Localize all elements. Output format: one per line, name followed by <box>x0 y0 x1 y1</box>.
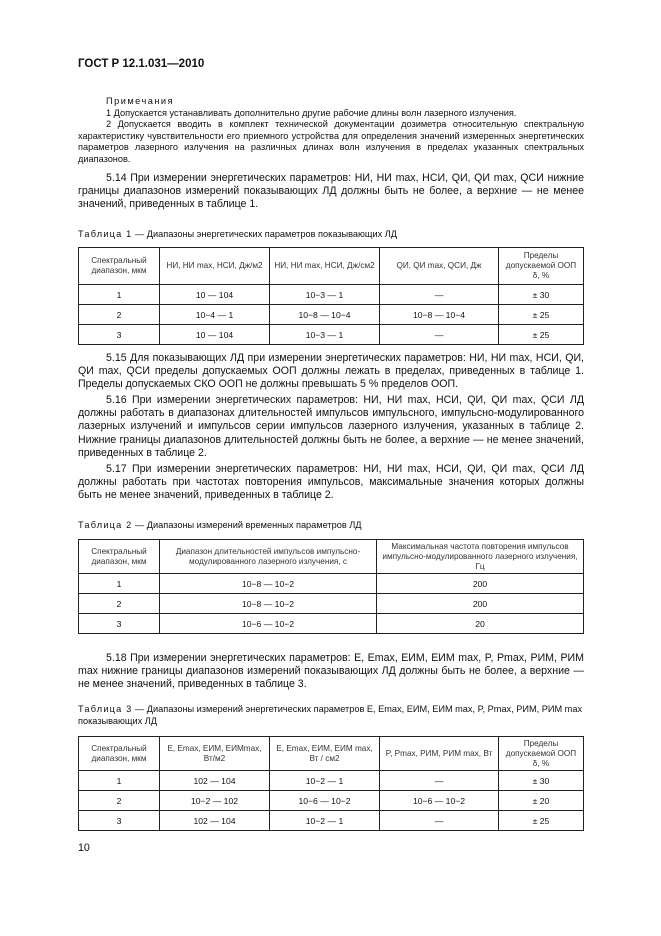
table-cell: ± 25 <box>499 325 584 345</box>
table1-header-cell: Спектральный диапазон, мкм <box>79 248 160 285</box>
table-cell: 3 <box>79 811 160 831</box>
table-cell: — <box>380 771 499 791</box>
table-cell: ± 25 <box>499 811 584 831</box>
table-cell: 10−3 — 1 <box>270 285 380 305</box>
table2-header-cell: Диапазон длительностей импульсов импульсно-модулированного лазерного излучения, с <box>160 540 377 574</box>
table-cell: 2 <box>79 791 160 811</box>
table-cell: 10−4 — 1 <box>160 305 270 325</box>
table-cell: 10−6 — 10−2 <box>380 791 499 811</box>
paragraph-5-17: 5.17 При измерении энергетических параметров: HИ, HИ max, HСИ, QИ, QИ max, QСИ ЛД должны работать при частотах повторения импульсов, максимальные значения которых должны быть не менее значений, приведенных в таблице 2. <box>78 463 584 502</box>
table-cell: — <box>380 285 499 305</box>
table-cell: 10−2 — 102 <box>160 791 270 811</box>
table-1 <box>78 247 584 345</box>
table-cell: 10−2 — 1 <box>270 771 380 791</box>
table-row <box>79 614 584 634</box>
table-cell: 10−2 — 1 <box>270 811 380 831</box>
table1-header-cell: Пределы допускаемой ООП δ, % <box>499 248 584 285</box>
table3-header-cell: P, Pmax, PИМ, PИМ max, Вт <box>380 737 499 771</box>
table-cell: 10−8 — 10−4 <box>380 305 499 325</box>
table2-header-cell: Максимальная частота повторения импульсов импульсно-модулированного лазерного излучения, Гц <box>377 540 584 574</box>
table3-header-cell: E, Emax, EИМ, EИМmax, Вт/м2 <box>160 737 270 771</box>
table3-header-cell: Спектральный диапазон, мкм <box>79 737 160 771</box>
table1-caption-lead: Таблица 1 <box>78 229 133 239</box>
table-cell: ± 30 <box>499 771 584 791</box>
table-row <box>79 574 584 594</box>
table-cell: 10−6 — 10−2 <box>160 614 377 634</box>
table1-caption-text: — Диапазоны энергетических параметров показывающих ЛД <box>132 229 398 239</box>
table-row <box>79 811 584 831</box>
table-cell: 10−3 — 1 <box>270 325 380 345</box>
table-cell: 102 — 104 <box>160 771 270 791</box>
table-cell: 2 <box>79 305 160 325</box>
notes-block <box>78 96 584 166</box>
table-cell: 10 — 104 <box>160 325 270 345</box>
table-cell: ± 25 <box>499 305 584 325</box>
table-3 <box>78 736 584 831</box>
table2-caption-text: — Диапазоны измерений временных параметров ЛД <box>132 520 362 530</box>
table-cell: 102 — 104 <box>160 811 270 831</box>
table1-caption <box>78 228 608 240</box>
table1-header-cell: QИ, QИ max, QСИ, Дж <box>380 248 499 285</box>
table2-caption <box>78 519 608 531</box>
notes-title: Примечания <box>106 96 175 106</box>
paragraph-5-18: 5.18 При измерении энергетических параметров: E, Emax, EИМ, EИМ max, P, Pmax, PИМ, PИМ max нижние границы диапазонов измерений показывающих ЛД должны быть не более, а верхние — не менее значений, приведенных в таблице 3. <box>78 652 584 691</box>
table-cell: 200 <box>377 594 584 614</box>
table-row <box>79 285 584 305</box>
table3-caption <box>78 703 608 727</box>
paragraph-5-15: 5.15 Для показывающих ЛД при измерении энергетических параметров: HИ, HИ max, HСИ, QИ, QИ max, QСИ пределы допускаемых ООП должны лежать в пределах, приведенных в таблице 1. Пределы допускаемых СКО ООП не должны превышать 5 % пределов ООП. <box>78 352 584 391</box>
table-cell: 1 <box>79 285 160 305</box>
note-1: 1 Допускается устанавливать дополнительно другие рабочие длины волн лазерного излучения. <box>106 107 517 118</box>
document-header: ГОСТ Р 12.1.031—2010 <box>78 58 205 70</box>
table-cell: 10−6 — 10−2 <box>270 791 380 811</box>
paragraph-5-16: 5.16 При измерении энергетических параметров: HИ, HИ max, HСИ, QИ, QИ max, QСИ ЛД должны работать в диапазонах длительностей импульсов импульсного, импульсно-модулированного лазерных излучений и импульсов серии импульсов лазерного излучения, указанных в таблице 2. Нижние границы диапазонов длительностей должны быть не более, а верхние — не менее значений, приведенных в таблице 2. <box>78 394 584 459</box>
table-cell: ± 20 <box>499 791 584 811</box>
note-2: 2 Допускается вводить в комплект технической документации дозиметра относительную спектральную характеристику чувствительности его приемного устройства для определения значений измеренных энергетических параметров лазерного излучения на различных длинах волн излучения в пределах указанных спектральных диапазонов. <box>78 119 584 164</box>
table-cell: 200 <box>377 574 584 594</box>
table-row <box>79 594 584 614</box>
table-cell: 10−8 — 10−4 <box>270 305 380 325</box>
table3-header-cell: Пределы допускаемой ООП δ, % <box>499 737 584 771</box>
table-row <box>79 791 584 811</box>
table-2 <box>78 539 584 634</box>
page-number: 10 <box>78 842 90 854</box>
table-row <box>79 771 584 791</box>
table3-caption-text: — Диапазоны измерений энергетических параметров E, Emax, EИМ, EИМ max, P, Pmax, PИМ, PИМ max показывающих ЛД <box>78 704 583 726</box>
table-cell: 2 <box>79 594 160 614</box>
table-cell: 10−8 — 10−2 <box>160 594 377 614</box>
table-cell: 3 <box>79 325 160 345</box>
table-cell: — <box>380 325 499 345</box>
table-cell: 1 <box>79 574 160 594</box>
table-cell: — <box>380 811 499 831</box>
table-cell: 3 <box>79 614 160 634</box>
table3-header-cell: E, Emax, EИМ, EИМ max, Вт / см2 <box>270 737 380 771</box>
table-cell: 10 — 104 <box>160 285 270 305</box>
table1-header-cell: HИ, HИ max, HСИ, Дж/м2 <box>160 248 270 285</box>
table1-header-cell: HИ, HИ max, HСИ, Дж/см2 <box>270 248 380 285</box>
table-cell: 1 <box>79 771 160 791</box>
table-row <box>79 305 584 325</box>
paragraph-5-14: 5.14 При измерении энергетических параметров: HИ, HИ max, HСИ, QИ, QИ max, QСИ нижние границы диапазонов измерений показывающих ЛД должны быть не более, а верхние — не менее значений, приведенных в таблице 1. <box>78 172 584 211</box>
table-row <box>79 325 584 345</box>
table-cell: ± 30 <box>499 285 584 305</box>
table2-header-cell: Спектральный диапазон, мкм <box>79 540 160 574</box>
table2-caption-lead: Таблица 2 <box>78 520 133 530</box>
table3-caption-lead: Таблица 3 <box>78 704 133 714</box>
table-cell: 10−8 — 10−2 <box>160 574 377 594</box>
table-cell: 20 <box>377 614 584 634</box>
